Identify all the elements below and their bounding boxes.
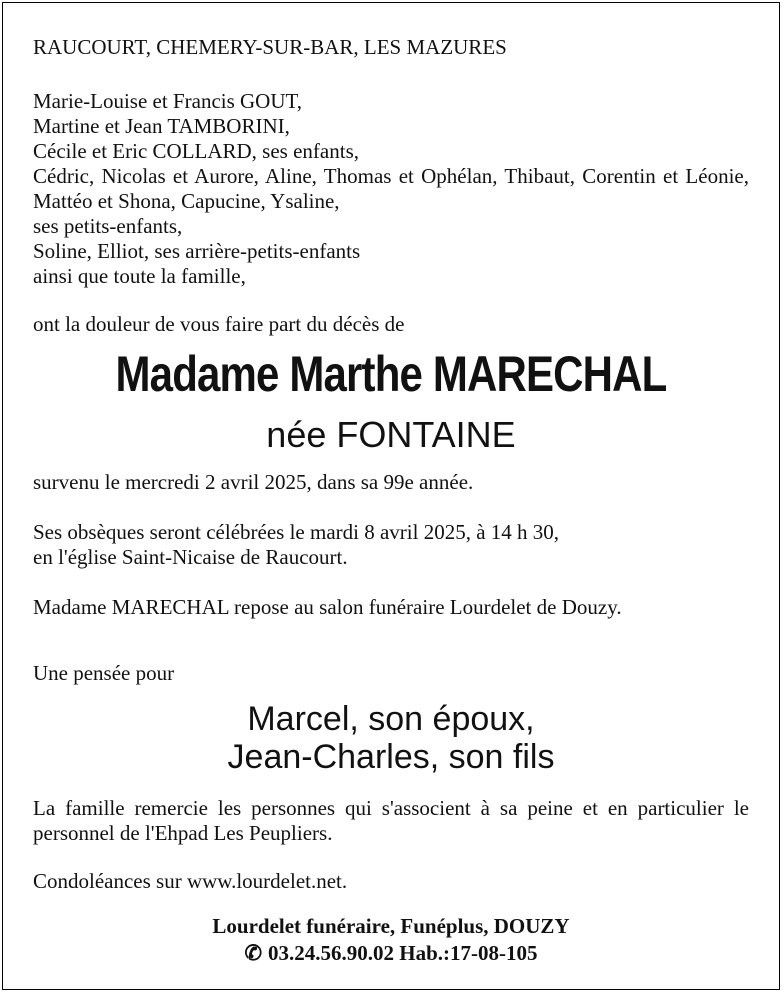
thanks-text: La famille remercie les personnes qui s'associent à sa peine et en particulier le personnel de l'Ehpad Les Peupliers. <box>33 796 749 845</box>
funeral-info <box>33 520 749 570</box>
family-line-5: Soline, Elliot, ses arrière-petits-enfants <box>33 239 361 263</box>
location-header: RAUCOURT, CHEMERY-SUR-BAR, LES MAZURES <box>33 35 507 59</box>
thought-intro: Une pensée pour <box>33 661 175 685</box>
condolences-text: Condoléances sur www.lourdelet.net. <box>33 869 348 893</box>
funeral-line-1: Ses obsèques seront célébrées le mardi 8 avril 2025, à 14 h 30, <box>33 520 560 544</box>
family-line-6: ainsi que toute la famille, <box>33 264 246 288</box>
resting-info: Madame MARECHAL repose au salon funéraire Lourdelet de Douzy. <box>33 595 622 619</box>
funeral-home-footer <box>3 913 779 967</box>
remembered-names <box>3 700 779 776</box>
obituary-notice <box>2 2 780 990</box>
funeral-line-2: en l'église Saint-Nicaise de Raucourt. <box>33 545 348 569</box>
death-info: survenu le mercredi 2 avril 2025, dans sa 99e année. <box>33 470 474 494</box>
grandchildren-names: Cédric, Nicolas et Aurore, Aline, Thomas et Ophélan, Thibaut, Corentin et Léonie, Mattéo et Shona, Capucine, Ysaline, <box>33 164 749 213</box>
family-line-2: Martine et Jean TAMBORINI, <box>33 114 290 138</box>
funeral-home-name: Lourdelet funéraire, Funéplus, DOUZY <box>212 914 570 938</box>
family-line-3: Cécile et Eric COLLARD, ses enfants, <box>33 139 359 163</box>
phone-icon: ✆ <box>244 941 263 965</box>
family-line-1: Marie-Louise et Francis GOUT, <box>33 89 303 113</box>
family-line-4: ses petits-enfants, <box>33 214 183 238</box>
deceased-birth-name: née FONTAINE <box>266 414 516 455</box>
funeral-home-contact <box>3 940 779 967</box>
deceased-name: Madame Marthe MARECHAL <box>115 346 667 402</box>
announcement-text: ont la douleur de vous faire part du décès de <box>33 312 405 336</box>
remembered-line-1: Marcel, son époux, <box>247 700 535 738</box>
remembered-line-2: Jean-Charles, son fils <box>227 738 555 776</box>
family-list <box>33 89 749 289</box>
phone-number: 03.24.56.90.02 Hab.:17-08-105 <box>268 941 538 965</box>
